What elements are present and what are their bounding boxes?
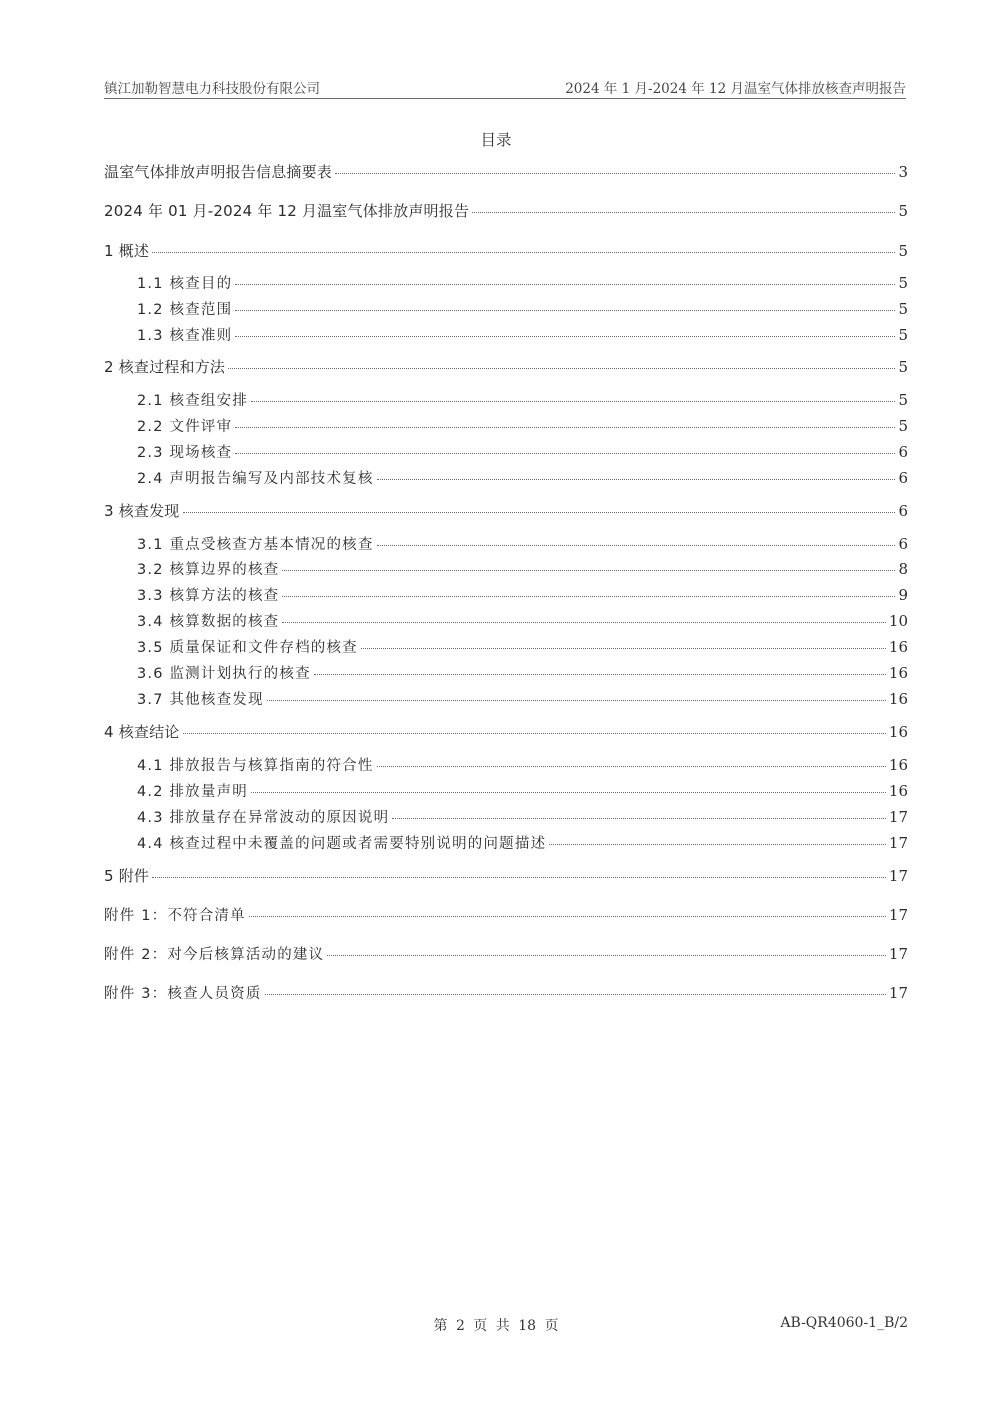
toc-entry-label: 1.3 核查准则: [137, 328, 233, 344]
toc-entry-section-2[interactable]: [104, 356, 908, 378]
toc-entry-label: 5 附件: [104, 867, 150, 885]
leader-dots: [183, 732, 886, 734]
leader-dots: [251, 400, 895, 402]
toc-entry-label: 3.6 监测计划执行的核查: [137, 666, 311, 682]
toc-entry-page: 17: [888, 906, 908, 924]
toc-entry-page: 6: [898, 469, 908, 487]
toc-entry-label: 3.3 核算方法的核查: [137, 588, 280, 604]
toc-entry-page: 5: [898, 274, 908, 292]
toc-entry-page: 6: [898, 535, 908, 553]
toc-entry-page: 17: [888, 808, 908, 826]
toc-entry-page: 6: [898, 443, 908, 461]
toc-entry-2-4[interactable]: [137, 467, 908, 489]
leader-dots: [265, 993, 886, 995]
toc-entry-3-6[interactable]: [137, 662, 908, 684]
toc-entry-label: 2024 年 01 月-2024 年 12 月温室气体排放声明报告: [104, 202, 470, 220]
toc-entry-label: 4.2 排放量声明: [137, 784, 248, 800]
toc-entry-label: 3.7 其他核查发现: [137, 692, 264, 708]
toc-entry-3-7[interactable]: [137, 688, 908, 710]
toc-entry-summary-table[interactable]: [104, 161, 908, 183]
toc-entry-3-5[interactable]: [137, 636, 908, 658]
toc-entry-appendix-3[interactable]: [104, 982, 908, 1004]
toc-entry-section-1[interactable]: [104, 240, 908, 262]
leader-dots: [549, 843, 886, 845]
toc-entry-page: 5: [898, 358, 908, 376]
toc-entry-2-2[interactable]: [137, 415, 908, 437]
toc-entry-label: 附件 2：对今后核算活动的建议: [104, 947, 325, 963]
toc-entry-1-1[interactable]: [137, 272, 908, 294]
leader-dots: [235, 426, 895, 428]
leader-dots: [377, 765, 886, 767]
leader-dots: [361, 647, 886, 649]
toc-entry-4-4[interactable]: [137, 832, 908, 854]
toc-entry-label: 温室气体排放声明报告信息摘要表: [104, 163, 333, 181]
leader-dots: [249, 915, 886, 917]
toc-entry-page: 5: [898, 202, 908, 220]
leader-dots: [235, 309, 895, 311]
toc-entry-page: 3: [898, 163, 908, 181]
leader-dots: [282, 595, 895, 597]
toc-entry-3-1[interactable]: [137, 533, 908, 555]
toc-entry-page: 8: [898, 560, 908, 578]
toc-entry-2-3[interactable]: [137, 441, 908, 463]
toc-entry-page: 5: [898, 326, 908, 344]
leader-dots: [152, 251, 895, 253]
toc-entry-page: 5: [898, 391, 908, 409]
leader-dots: [152, 876, 886, 878]
toc-entry-label: 附件 1：不符合清单: [104, 908, 246, 924]
leader-dots: [392, 817, 886, 819]
leader-dots: [235, 452, 895, 454]
toc-entry-label: 2.3 现场核查: [137, 445, 233, 461]
leader-dots: [267, 699, 886, 701]
leader-dots: [314, 673, 886, 675]
leader-dots: [228, 367, 895, 369]
toc-entry-label: 4.3 排放量存在异常波动的原因说明: [137, 810, 390, 826]
toc-entry-1-2[interactable]: [137, 298, 908, 320]
toc-entry-page: 5: [898, 242, 908, 260]
header-company: 镇江加勒智慧电力科技股份有限公司: [104, 81, 320, 97]
leader-dots: [377, 544, 896, 546]
toc-entry-page: 17: [888, 834, 908, 852]
toc-entry-label: 2.4 声明报告编写及内部技术复核: [137, 471, 374, 487]
document-code: AB-QR4060-1_B/2: [780, 1315, 908, 1331]
toc-title: 目录: [480, 131, 512, 149]
leader-dots: [327, 954, 886, 956]
toc-entry-label: 3.1 重点受核查方基本情况的核查: [137, 537, 374, 553]
page-number: 第 2 页 共 18 页: [433, 1318, 559, 1334]
toc-entry-page: 16: [888, 690, 908, 708]
toc-entry-page: 5: [898, 300, 908, 318]
toc-entry-label: 4 核查结论: [104, 723, 180, 741]
leader-dots: [282, 621, 886, 623]
toc-entry-3-2[interactable]: [137, 558, 908, 580]
toc-entry-page: 16: [888, 756, 908, 774]
toc-entry-label: 2.1 核查组安排: [137, 393, 248, 409]
leader-dots: [183, 511, 896, 513]
toc-entry-4-3[interactable]: [137, 806, 908, 828]
page-header: [104, 76, 906, 99]
toc-entry-3-3[interactable]: [137, 584, 908, 606]
header-report-title: 2024 年 1 月-2024 年 12 月温室气体排放核查声明报告: [565, 81, 906, 97]
toc-entry-page: 10: [888, 612, 908, 630]
toc-entry-page: 17: [888, 984, 908, 1002]
toc-entry-page: 16: [888, 782, 908, 800]
toc-entry-page: 17: [888, 945, 908, 963]
leader-dots: [235, 283, 895, 285]
toc-entry-4-1[interactable]: [137, 754, 908, 776]
leader-dots: [251, 791, 886, 793]
toc-entry-label: 3 核查发现: [104, 502, 180, 520]
toc-entry-page: 16: [888, 723, 908, 741]
toc-entry-page: 6: [898, 502, 908, 520]
toc-entry-label: 2 核查过程和方法: [104, 358, 226, 376]
toc-entry-label: 1 概述: [104, 242, 150, 260]
toc-entry-label: 1.2 核查范围: [137, 302, 233, 318]
toc-entry-label: 3.4 核算数据的核查: [137, 614, 280, 630]
leader-dots: [472, 211, 895, 213]
toc-entry-section-3[interactable]: [104, 500, 908, 522]
toc-entry-appendix-1[interactable]: [104, 904, 908, 926]
leader-dots: [282, 569, 895, 571]
leader-dots: [377, 478, 896, 480]
leader-dots: [335, 172, 895, 174]
toc-entry-page: 9: [898, 586, 908, 604]
toc-entry-label: 3.5 质量保证和文件存档的核查: [137, 640, 358, 656]
toc-entry-label: 2.2 文件评审: [137, 419, 233, 435]
toc-entry-label: 4.1 排放报告与核算指南的符合性: [137, 758, 374, 774]
toc-entry-declaration-report[interactable]: [104, 200, 908, 222]
toc-entry-label: 1.1 核查目的: [137, 276, 233, 292]
toc-entry-section-4[interactable]: [104, 721, 908, 743]
toc-entry-page: 17: [888, 867, 908, 885]
toc-entry-section-5[interactable]: [104, 865, 908, 887]
toc-entry-1-3[interactable]: [137, 324, 908, 346]
toc-entry-label: 3.2 核算边界的核查: [137, 562, 280, 578]
toc-entry-page: 16: [888, 664, 908, 682]
toc-entry-page: 5: [898, 417, 908, 435]
toc-entry-4-2[interactable]: [137, 780, 908, 802]
toc-entry-label: 附件 3：核查人员资质: [104, 986, 262, 1002]
toc-entry-page: 16: [888, 638, 908, 656]
leader-dots: [235, 335, 895, 337]
toc-entry-appendix-2[interactable]: [104, 943, 908, 965]
toc-entry-3-4[interactable]: [137, 610, 908, 632]
toc-entry-label: 4.4 核查过程中未覆盖的问题或者需要特别说明的问题描述: [137, 836, 547, 852]
toc-entry-2-1[interactable]: [137, 389, 908, 411]
